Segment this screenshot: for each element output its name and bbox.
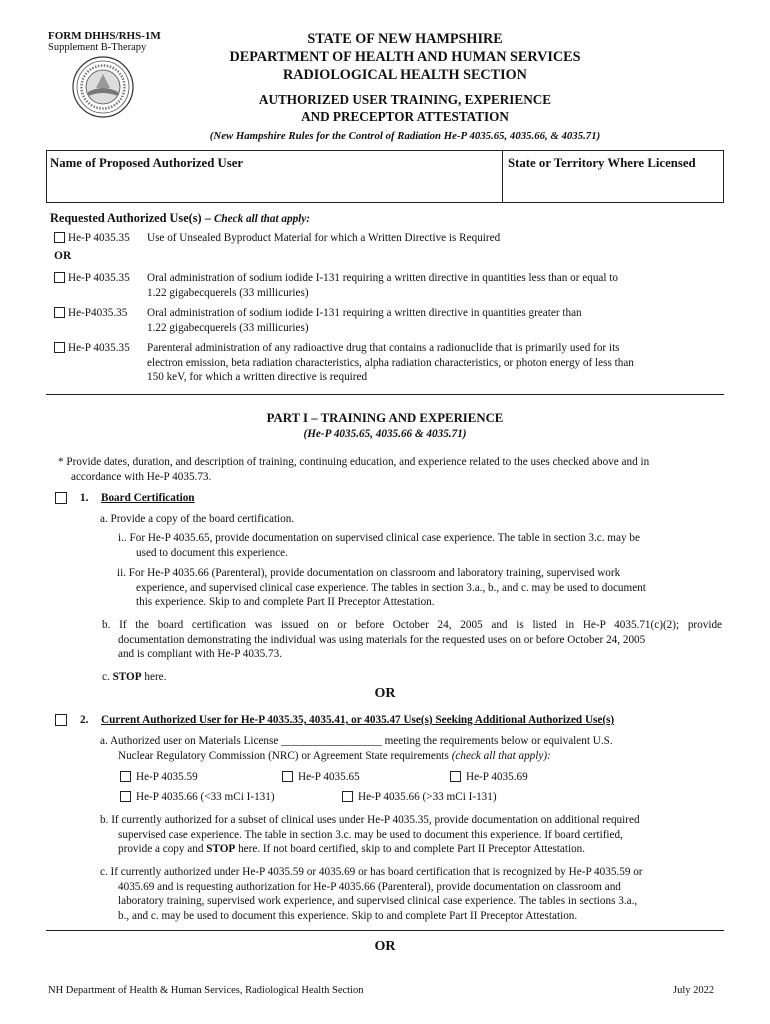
option-checkbox-4035-66-low[interactable] xyxy=(120,791,131,802)
use-code-4: He-P 4035.35 xyxy=(68,342,130,354)
use-checkbox-3[interactable] xyxy=(54,307,65,318)
section1-item-a-ii: ii. For He-P 4035.66 (Parenteral), provide documentation on classroom and laboratory training, supervised work experience, and supervised clinical case experience. The tables in section 3.a., b., and c. may be used to document this experience. Skip to and complete Part II Preceptor Attestation. xyxy=(117,567,646,608)
option-checkbox-4035-69[interactable] xyxy=(450,771,461,782)
use-desc-1: Use of Unsealed Byproduct Material for which a Written Directive is Required xyxy=(147,232,501,244)
or-divider: OR xyxy=(374,686,396,701)
section2-title: Current Authorized User for He-P 4035.35, 4035.41, or 4035.47 Use(s) Seeking Additional Authorized Use(s) xyxy=(101,714,615,726)
header-state: STATE OF NEW HAMPSHIRE xyxy=(307,31,503,47)
or-label: OR xyxy=(54,250,72,262)
option-label-4035-59: He-P 4035.59 xyxy=(136,771,198,783)
footer-date: July 2022 xyxy=(673,985,715,996)
form-supplement: Supplement B-Therapy xyxy=(48,42,147,53)
option-checkbox-4035-59[interactable] xyxy=(120,771,131,782)
rules-reference: (New Hampshire Rules for the Control of Radiation He-P 4035.65, 4035.66, & 4035.71) xyxy=(209,130,601,142)
use-code-2: He-P 4035.35 xyxy=(68,272,130,284)
state-licensed-label: State or Territory Where Licensed xyxy=(508,156,696,170)
section2-item-c: c. If currently authorized under He-P 4035.59 or 4035.69 or has board certification that is recognized by He-P 4035.59 or 4035.69 and is requesting authorization for He-P 4035.66 (Parenteral), provide documentation on classroom and laboratory training, supervised work experience, and supervised clinical case experience. The tables in sections 3.a., b., and c. may be used to document this experience. Skip to and complete Part II Preceptor Attestation. xyxy=(100,866,643,922)
state-licensed-field[interactable] xyxy=(506,174,720,198)
section1-item-c: c. STOP here. xyxy=(102,671,167,683)
section2-number: 2. xyxy=(80,714,89,726)
option-checkbox-4035-66-high[interactable] xyxy=(342,791,353,802)
use-code-3: He-P4035.35 xyxy=(68,307,128,319)
use-desc-3: Oral administration of sodium iodide I-131 requiring a written directive in quantities greater than 1.22 gigabecquerels (33 millicuries) xyxy=(147,307,582,334)
section1-item-a: a. Provide a copy of the board certification. xyxy=(100,513,295,525)
section1-item-b: b. If the board certification was issued on or before October 24, 2005 and is listed in He-P 4035.71(c)(2); provide documentation demonstrating the individual was using materials for the requested uses on or before October 24, 2005 and is compliant with He-P 4035.73. xyxy=(102,619,722,660)
option-label-4035-66-low: He-P 4035.66 (<33 mCi I-131) xyxy=(136,791,275,803)
use-checkbox-1[interactable] xyxy=(54,232,65,243)
header-section: RADIOLOGICAL HEALTH SECTION xyxy=(283,67,527,83)
use-checkbox-4[interactable] xyxy=(54,342,65,353)
header-department: DEPARTMENT OF HEALTH AND HUMAN SERVICES xyxy=(229,49,581,65)
proposed-user-name-field[interactable] xyxy=(50,174,498,198)
proposed-user-name-label: Name of Proposed Authorized User xyxy=(50,156,244,170)
use-checkbox-2[interactable] xyxy=(54,272,65,283)
section1-item-a-i: i.. For He-P 4035.65, provide documentation on supervised clinical case experience. The table in section 3.c. may be used to document this experience. xyxy=(118,532,640,559)
section2-checkbox[interactable] xyxy=(55,714,67,726)
option-label-4035-66-high: He-P 4035.66 (>33 mCi I-131) xyxy=(358,791,497,803)
part1-instruction: * Provide dates, duration, and description of training, continuing education, and experience related to the uses checked above and in accordance with He-P 4035.73. xyxy=(58,456,650,483)
requested-uses-heading: Requested Authorized Use(s) – Check all that apply: xyxy=(50,211,310,225)
part1-title: PART I – TRAINING AND EXPERIENCE xyxy=(266,411,504,425)
section1-title: Board Certification xyxy=(101,492,195,504)
option-checkbox-4035-65[interactable] xyxy=(282,771,293,782)
section2-item-b: b. If currently authorized for a subset of clinical uses under He-P 4035.35, provide documentation on additional required supervised case experience. The table in section 3.c. may be used to document this experience. If board certified, provide a copy and STOP here. If not board certified, skip to and complete Part II Preceptor Attestation. xyxy=(100,814,640,855)
option-label-4035-65: He-P 4035.65 xyxy=(298,771,360,783)
form-title-line2: AND PRECEPTOR ATTESTATION xyxy=(301,109,509,124)
state-seal-icon xyxy=(72,56,134,118)
section1-number: 1. xyxy=(80,492,89,504)
footer-department: NH Department of Health & Human Services, Radiological Health Section xyxy=(48,985,364,996)
form-id: FORM DHHS/RHS-1M xyxy=(48,30,161,42)
use-code-1: He-P 4035.35 xyxy=(68,232,130,244)
form-title-line1: AUTHORIZED USER TRAINING, EXPERIENCE xyxy=(258,92,552,107)
section1-checkbox[interactable] xyxy=(55,492,67,504)
use-desc-4: Parenteral administration of any radioactive drug that contains a radionuclide that is primarily used for its electron emission, beta radiation characteristics, alpha radiation characteristics, or photon energy of less than 150 keV, for which a written directive is required xyxy=(147,342,634,383)
or-divider-bottom: OR xyxy=(374,939,396,954)
part1-subtitle: (He-P 4035.65, 4035.66 & 4035.71) xyxy=(303,428,467,440)
option-label-4035-69: He-P 4035.69 xyxy=(466,771,528,783)
section2-item-a: a. Authorized user on Materials License __________________ meeting the requirements below or equivalent U.S. Nuclear Regulatory Commission (NRC) or Agreement State requirements (check all that apply): xyxy=(100,735,613,762)
use-desc-2: Oral administration of sodium iodide I-131 requiring a written directive in quantities less than or equal to 1.22 gigabecquerels (33 millicuries) xyxy=(147,272,619,299)
